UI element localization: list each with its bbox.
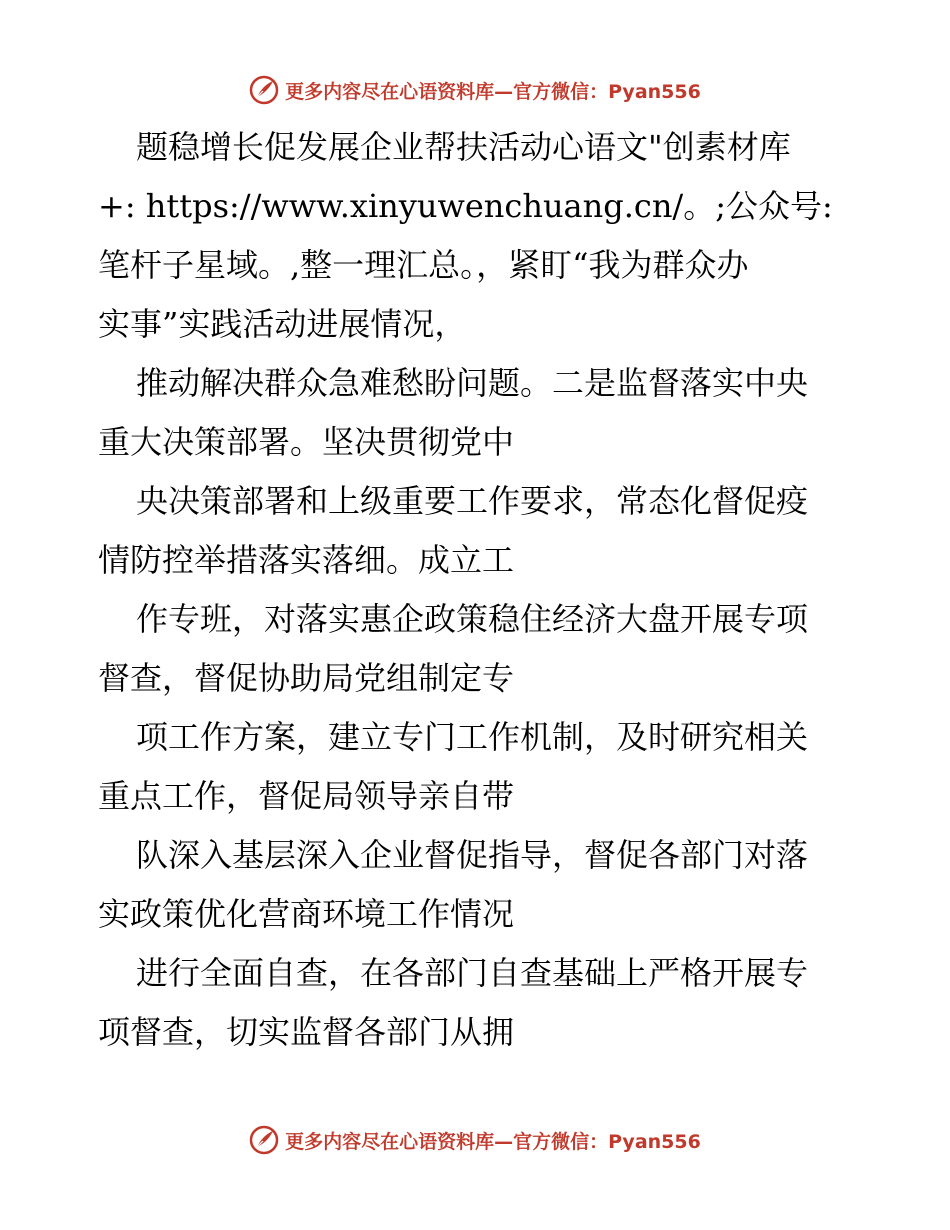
text-line: 督查，督促协助局党组制定专	[98, 659, 515, 697]
text-line: 情防控举措落实落细。成立工	[98, 541, 515, 579]
text-line: 重点工作，督促局领导亲自带	[98, 777, 515, 815]
footer-banner	[0, 1120, 950, 1160]
body-text	[98, 118, 858, 1062]
feather-pen-logo-icon	[249, 1125, 279, 1155]
text-line: 作专班，对落实惠企政策稳住经济大盘开展专项	[136, 600, 809, 638]
header-banner	[0, 70, 950, 110]
text-line: 笔杆子星域。,整一理汇总。，紧盯“我为群众办	[98, 246, 749, 284]
feather-pen-logo-icon	[249, 75, 279, 105]
header-banner-text: 更多内容尽在心语资料库—官方微信：Pyan556	[285, 80, 701, 103]
footer-banner-text: 更多内容尽在心语资料库—官方微信：Pyan556	[285, 1130, 701, 1153]
text-line: 题稳增长促发展企业帮扶活动心语文"创素材库	[136, 128, 791, 166]
text-line: 实政策优化营商环境工作情况	[98, 895, 515, 933]
text-line: 重大决策部署。坚决贯彻党中	[98, 423, 515, 461]
text-line: 队深入基层深入企业督促指导，督促各部门对落	[136, 836, 809, 874]
text-line: 进行全面自查，在各部门自查基础上严格开展专	[136, 954, 809, 992]
text-line: 实事”实践活动进展情况，	[98, 305, 467, 343]
text-line: +: https://www.xinyuwenchuang.cn/。;公众号:	[98, 187, 833, 225]
text-line: 央决策部署和上级重要工作要求，常态化督促疫	[136, 482, 809, 520]
text-line: 项督查，切实监督各部门从拥	[98, 1013, 515, 1051]
text-line: 推动解决群众急难愁盼问题。二是监督落实中央	[136, 364, 809, 402]
text-line: 项工作方案，建立专门工作机制，及时研究相关	[136, 718, 809, 756]
